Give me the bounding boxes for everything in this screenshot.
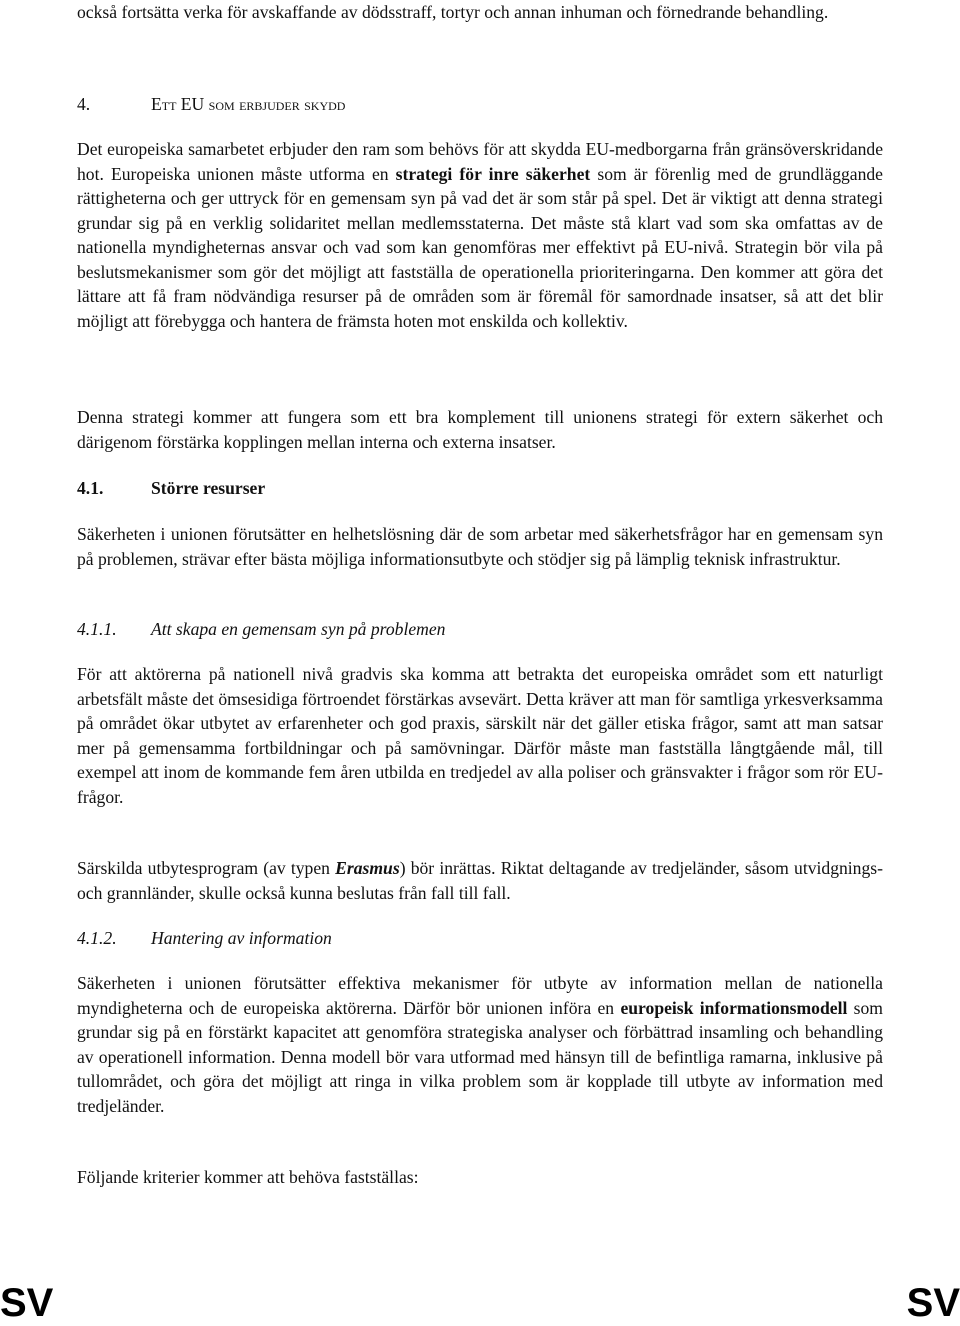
section-4-1-heading — [77, 476, 883, 501]
section-4-heading — [77, 92, 883, 117]
text-run: ) bör inrättas. Riktat deltagande av tredjeländer, såsom utvidgnings- och grannländer, skulle också kunna beslutas från fall till fall. — [77, 858, 883, 903]
footer-language-code-left: SV — [0, 1281, 54, 1325]
section-title: Hantering av information — [151, 928, 332, 948]
common-view-paragraph: För att aktörerna på nationell nivå gradvis ska komma att betrakta det europeiska området som ett naturligt arbetsfält måste det ömsesidiga förtroendet förstärkas avsevärt. Detta kräver att man för samtliga yrkesverksamma på området ökar utbytet av erfarenheter och god praxis, särskilt när det gäller etiska frågor, samt att man satsar mer på gemensamma fortbildningar och på samövningar. Därför måste man fastställa långtgående mål, till exempel att inom de kommande fem åren utbilda en tredjedel av alla poliser och gränsvakter i frågor som rör EU-frågor. — [77, 664, 883, 807]
text-run: som grundar sig på en förstärkt kapacitet att genomföra strategiska analyser och förbättrad insamling och behandling av operationell information. Denna modell bör vara utformad med hänsyn till de befintliga ramarna, inklusive på tullområdet, och göra det möjligt att ringa in vilka problem som är kopplade till utbyte av information med tredjeländer. — [77, 997, 883, 1116]
erasmus-paragraph — [77, 856, 883, 905]
resources-paragraph: Säkerheten i unionen förutsätter en helhetslösning där de som arbetar med säkerhetsfrågor har en gemensam syn på problemen, strävar efter bästa möjliga informationsutbyte och stödjer sig på lämplig teknisk infrastruktur. — [77, 524, 883, 569]
text-run: som är förenlig med de grundläggande rättigheterna och ger uttryck för en gemensam syn på vad det är som står på spel. Det är viktigt att denna strategi grundar sig på en verklig solidaritet mellan medlemsstaterna. Det måste stå klart vad som ska omfattas av de nationella myndigheternas ansvar och vad som kan genomföras mer effektivt på EU-nivå. Strategin bör vila på beslutsmekanismer som gör det möjligt att fastställa de operationella prioriteringarna. Den kommer att göra det lättare att få fram nödvändiga resurser på de områden som är föremål för samordnade insatser, så att det blir möjligt att förebygga och hantera de främsta hoten mot enskilda och kollektiv. — [77, 163, 883, 331]
intro-tail-paragraph: också fortsätta verka för avskaffande av dödsstraff, tortyr och annan inhuman och förnedrande behandling. — [77, 2, 829, 22]
footer-language-code-right: SV — [906, 1281, 960, 1325]
section-title: Att skapa en gemensam syn på problemen — [151, 619, 446, 639]
section-title: Större resurser — [151, 478, 266, 498]
bold-term: europeisk informationsmodell — [620, 997, 848, 1018]
section-number: 4.1.1. — [77, 619, 117, 639]
section-4-1-1-heading — [77, 617, 883, 642]
text-run: Särskilda utbytesprogram (av typen — [77, 858, 336, 878]
section-number: 4.1.2. — [77, 928, 117, 948]
text-run: Säkerheten i unionen förutsätter effektiva mekanismer för utbyte av information mellan de nationella myndigheterna och de europeiska aktörerna. Därför bör unionen införa en — [77, 973, 883, 1018]
complement-paragraph: Denna strategi kommer att fungera som ett bra komplement till unionens strategi för extern säkerhet och därigenom förstärka kopplingen mellan interna och externa insatser. — [77, 407, 883, 452]
information-paragraph — [77, 971, 883, 1118]
section-number: 4. — [77, 94, 91, 114]
bold-term: strategi för inre säkerhet — [395, 163, 591, 184]
text-run: Det europeiska samarbetet erbjuder den ram som behövs för att skydda EU-medborgarna från gränsöverskridande hot. Europeiska unionen måste utforma en — [77, 139, 883, 184]
criteria-intro-paragraph: Följande kriterier kommer att behöva fastställas: — [77, 1167, 419, 1187]
section-title: Ett EU som erbjuder skydd — [151, 94, 346, 114]
section-4-1-2-heading — [77, 926, 883, 951]
bold-italic-term: Erasmus — [335, 858, 400, 878]
section-number: 4.1. — [77, 478, 104, 498]
security-strategy-paragraph — [77, 137, 883, 333]
